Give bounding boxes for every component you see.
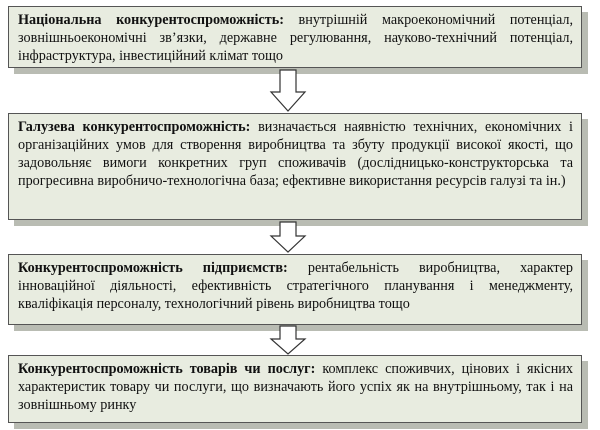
level-box-industry bbox=[8, 113, 582, 220]
down-arrow-icon bbox=[270, 69, 306, 112]
down-arrow-icon bbox=[270, 221, 306, 253]
level-box-enterprise bbox=[8, 254, 582, 325]
level-description-product: комплекс споживчих, цінових і якісних характеристик товару чи послуги, що визначають його успіх як на внутрішньому, так і на зовнішньому ринку bbox=[18, 361, 573, 413]
level-description-industry: визначається наявністю технічних, економічних і організаційних умов для створення виробництва та збуту продукції високої якості, що задовольняє вимоги конкретних груп споживачів (дослідницько-конструкторська та прогресивна виробничо-технологічна база; ефективне використання ресурсів галузі та ін.) bbox=[18, 119, 573, 189]
down-arrow-icon bbox=[270, 325, 306, 355]
level-title-enterprise: Конкурентоспроможність підприємств: bbox=[18, 260, 288, 276]
level-box-product bbox=[8, 355, 582, 423]
level-title-national: Національна конкурентоспроможність: bbox=[18, 12, 284, 28]
level-title-product: Конкурентоспроможність товарів чи послуг: bbox=[18, 361, 316, 377]
level-box-national bbox=[8, 6, 582, 68]
level-description-national: внутрішній макроекономічний потенціал, зовнішньоекономічні зв’язки, державне регулювання, науково-технічний потенціал, інфраструктура, інвестиційний клімат тощо bbox=[18, 12, 574, 64]
level-description-enterprise: рентабельність виробництва, характер інноваційної діяльності, ефективність стратегічного планування і менеджменту, кваліфікація персоналу, технологічний рівень виробництва тощо bbox=[18, 260, 573, 312]
level-title-industry: Галузева конкурентоспроможність: bbox=[18, 119, 251, 135]
